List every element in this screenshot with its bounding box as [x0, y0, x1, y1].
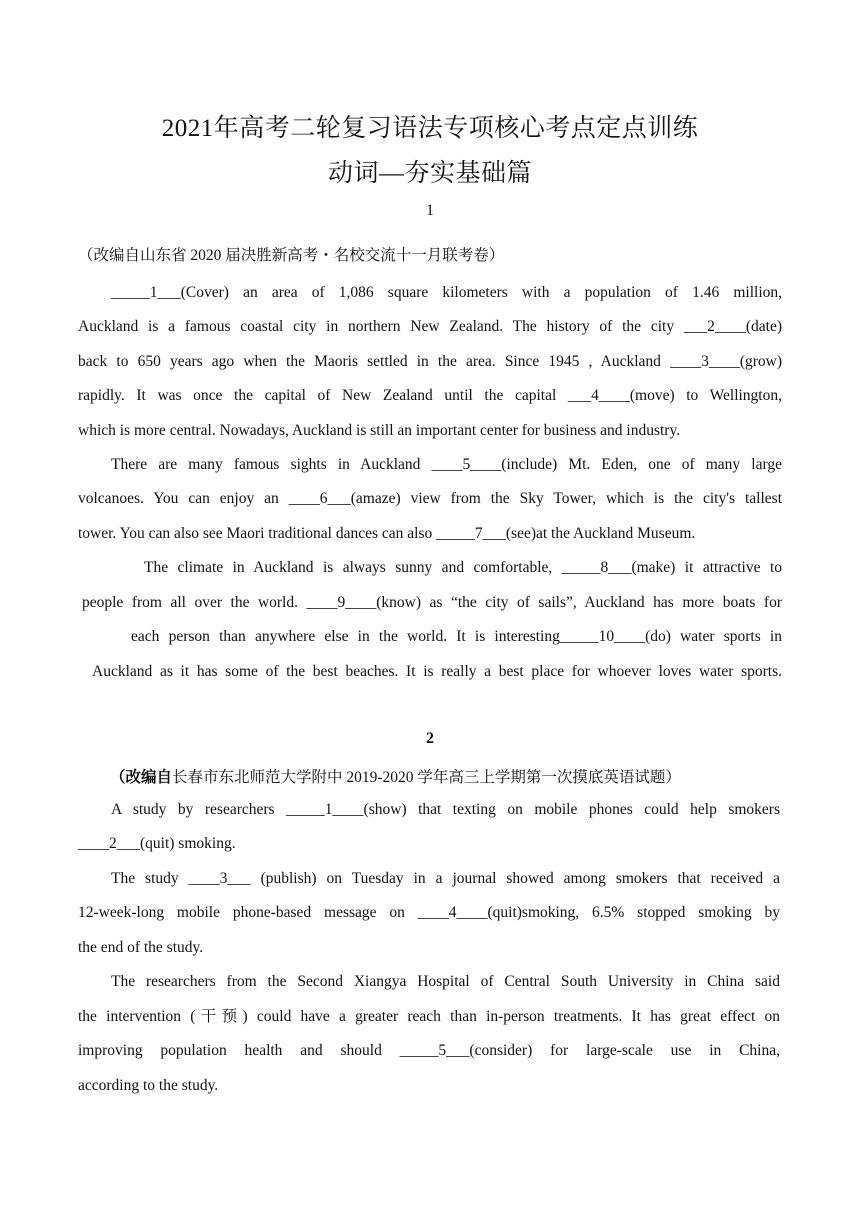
passage-line: 12-week-long mobile phone-based message on ____4____(quit)smoking, 6.5% stopped smoking by	[78, 904, 780, 921]
passage-line: improving population health and should _____5___(consider) for large-scale use in China,	[78, 1042, 780, 1059]
passage-line: each person than anywhere else in the world. It is interesting_____10____(do) water sports in	[131, 628, 782, 645]
passage-line: the end of the study.	[78, 939, 204, 956]
passage-line: The climate in Auckland is always sunny and comfortable, _____8___(make) it attractive to	[144, 559, 782, 576]
passage-line: The study ____3___ (publish) on Tuesday in a journal showed among smokers that received a	[111, 870, 780, 887]
passage-line: back to 650 years ago when the Maoris settled in the area. Since 1945 , Auckland ____3____(grow)	[78, 353, 782, 370]
passage-line: according to the study.	[78, 1077, 219, 1094]
source-prefix: （改编自	[110, 769, 173, 786]
section-source: （改编自山东省 2020 届决胜新高考・名校交流十一月联考卷）	[78, 247, 505, 264]
passage-line: A study by researchers _____1____(show) that texting on mobile phones could help smokers	[111, 801, 780, 818]
passage-line: tower. You can also see Maori traditional dances can also _____7___(see)at the Auckland Museum.	[78, 525, 696, 542]
section-number: 2	[426, 730, 434, 747]
passage-line: The researchers from the Second Xiangya Hospital of Central South University in China said	[111, 973, 780, 990]
passage-line: the intervention (干预) could have a greater reach than in-person treatments. It has great effect on	[78, 1008, 780, 1025]
passage-line: volcanoes. You can enjoy an ____6___(amaze) view from the Sky Tower, which is the city's tallest	[78, 490, 782, 507]
source-text: 长春市东北师范大学附中 2019-2020 学年高三上学期第一次摸底英语试题）	[172, 769, 681, 786]
passage-line: ____2___(quit) smoking.	[78, 835, 236, 852]
passage-line: Auckland is a famous coastal city in northern New Zealand. The history of the city ___2____(date)	[78, 318, 782, 335]
passage-line: There are many famous sights in Auckland ____5____(include) Mt. Eden, one of many large	[111, 456, 782, 473]
passage-line: people from all over the world. ____9____(know) as “the city of sails”, Auckland has more boats for	[82, 594, 782, 611]
section-number: 1	[426, 202, 434, 219]
passage-line: _____1___(Cover) an area of 1,086 square kilometers with a population of 1.46 million,	[111, 284, 782, 301]
passage-line: which is more central. Nowadays, Auckland is still an important center for business and industry.	[78, 422, 681, 439]
document-subtitle: 动词—夯实基础篇	[327, 160, 532, 187]
document-title: 2021年高考二轮复习语法专项核心考点定点训练	[161, 115, 699, 142]
passage-line: Auckland as it has some of the best beaches. It is really a best place for whoever loves water sports.	[92, 663, 782, 680]
section-source	[110, 765, 681, 787]
passage-line: rapidly. It was once the capital of New Zealand until the capital ___4____(move) to Wellington,	[78, 387, 782, 404]
